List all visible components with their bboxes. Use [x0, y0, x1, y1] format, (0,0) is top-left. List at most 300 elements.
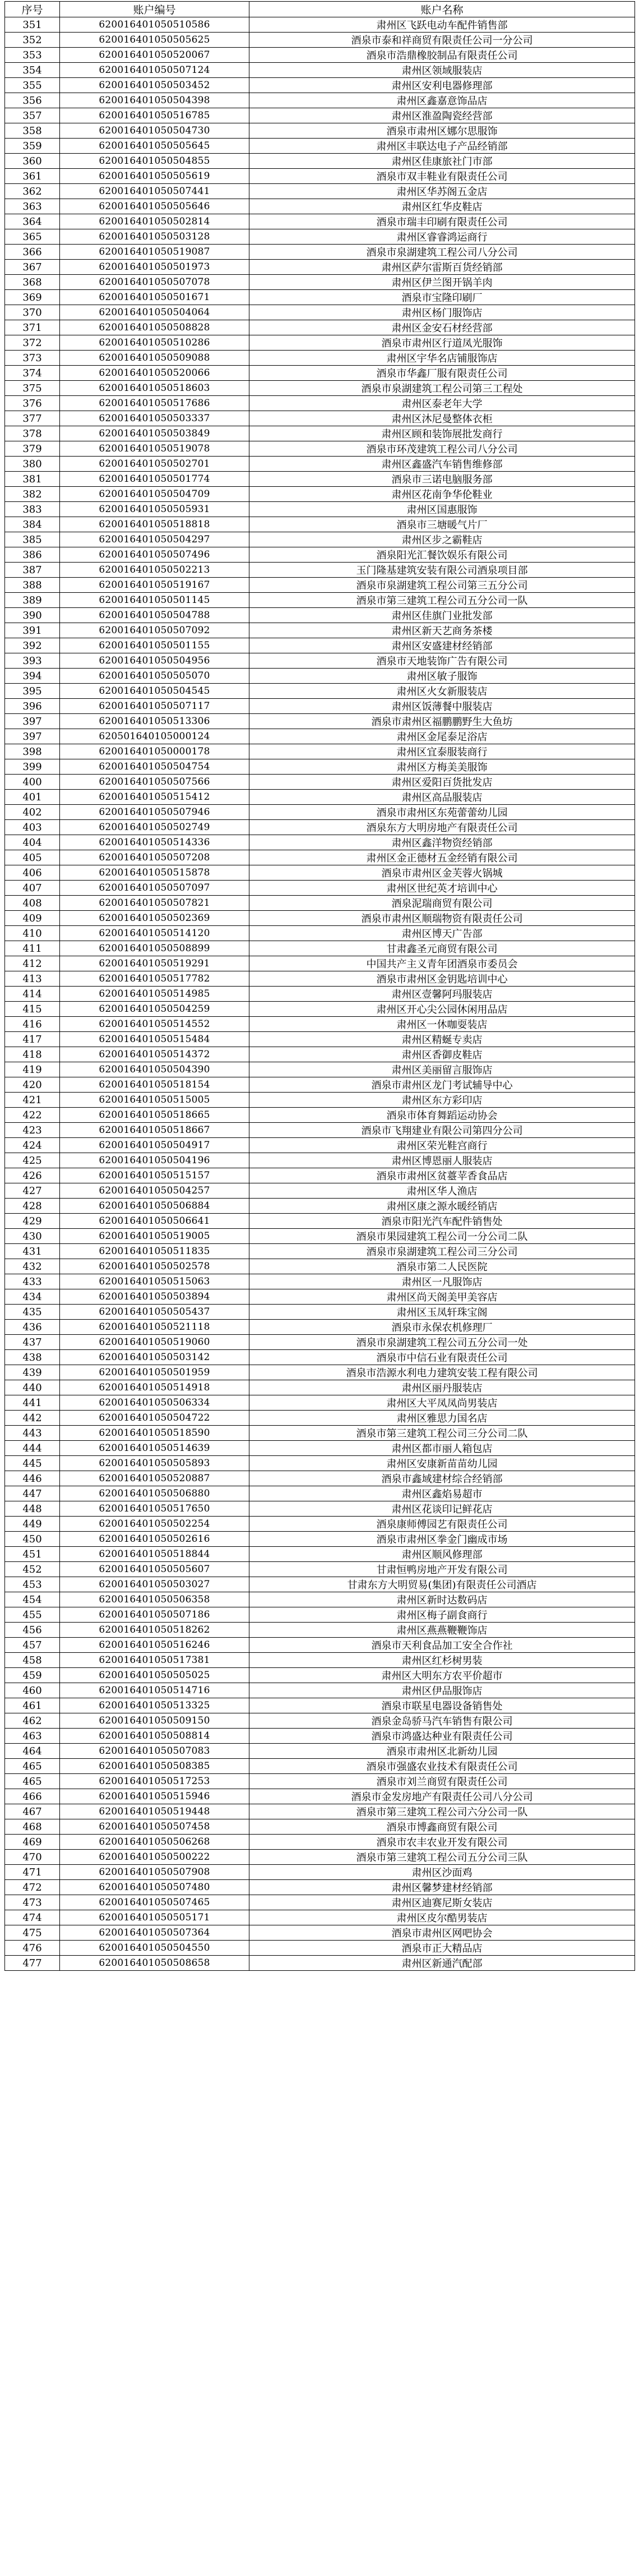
serial-cell: 361	[5, 169, 60, 184]
account-number-cell: 620016401050515157	[60, 1168, 249, 1183]
serial-cell: 362	[5, 184, 60, 199]
table-row	[5, 1835, 635, 1850]
account-name-cell: 酒泉市联星电器设备销售处	[249, 1698, 635, 1713]
table-row	[5, 971, 635, 987]
serial-cell: 375	[5, 381, 60, 396]
account-number-cell: 620016401050519078	[60, 441, 249, 457]
table-row	[5, 1214, 635, 1229]
serial-cell: 425	[5, 1153, 60, 1168]
serial-cell: 355	[5, 78, 60, 93]
account-number-cell: 620016401050505607	[60, 1562, 249, 1577]
table-row	[5, 865, 635, 881]
table-row	[5, 1895, 635, 1910]
account-name-cell: 肃州区壹馨阿玛服装店	[249, 987, 635, 1002]
account-name-cell: 肃州区步之霸鞋店	[249, 532, 635, 547]
account-number-cell: 620016401050502749	[60, 820, 249, 835]
accounts-table	[4, 1, 635, 1971]
serial-cell: 435	[5, 1305, 60, 1320]
serial-cell: 459	[5, 1668, 60, 1683]
table-row	[5, 1683, 635, 1698]
account-number-cell: 620016401050502254	[60, 1517, 249, 1532]
serial-cell: 369	[5, 290, 60, 305]
serial-cell: 456	[5, 1623, 60, 1638]
serial-cell: 382	[5, 487, 60, 502]
serial-cell: 372	[5, 335, 60, 351]
account-name-cell: 肃州区东方彩印店	[249, 1093, 635, 1108]
account-number-cell: 620016401050514120	[60, 926, 249, 941]
table-row	[5, 169, 635, 184]
account-name-cell: 甘肃鑫圣元商贸有限公司	[249, 941, 635, 956]
account-number-cell: 620016401050515005	[60, 1093, 249, 1108]
account-name-cell: 肃州区尚天阁美甲美容店	[249, 1289, 635, 1305]
table-row	[5, 911, 635, 926]
table-row	[5, 926, 635, 941]
account-number-cell: 620016401050506268	[60, 1835, 249, 1850]
account-name-cell: 肃州区伊品服饰店	[249, 1683, 635, 1698]
serial-cell: 395	[5, 684, 60, 699]
account-number-cell: 620016401050507465	[60, 1895, 249, 1910]
account-number-cell: 620016401050502369	[60, 911, 249, 926]
account-name-cell: 酒泉市泉湖建筑工程公司第三五分公司	[249, 578, 635, 593]
serial-cell: 399	[5, 759, 60, 775]
account-number-cell: 620016401050519167	[60, 578, 249, 593]
table-row	[5, 729, 635, 744]
account-number-cell: 620016401050000178	[60, 744, 249, 759]
serial-cell: 371	[5, 320, 60, 335]
account-number-cell: 620016401050506358	[60, 1592, 249, 1607]
serial-cell: 470	[5, 1850, 60, 1865]
account-number-cell: 620016401050504297	[60, 532, 249, 547]
table-row	[5, 214, 635, 229]
account-name-cell: 肃州区饭薄餐中服装店	[249, 699, 635, 714]
account-name-cell: 肃州区丽丹服装店	[249, 1380, 635, 1395]
serial-cell: 410	[5, 926, 60, 941]
table-row	[5, 941, 635, 956]
account-name-cell: 肃州区爱阳百货批发店	[249, 775, 635, 790]
account-name-cell: 酒泉市三诺电脑服务部	[249, 472, 635, 487]
account-name-cell: 酒泉市永保农机修理厂	[249, 1320, 635, 1335]
account-number-cell: 620016401050503849	[60, 426, 249, 441]
serial-cell: 429	[5, 1214, 60, 1229]
serial-cell: 443	[5, 1426, 60, 1441]
account-number-cell: 620016401050517650	[60, 1501, 249, 1517]
serial-cell: 465	[5, 1759, 60, 1774]
account-number-cell: 620016401050505893	[60, 1456, 249, 1471]
serial-cell: 393	[5, 653, 60, 669]
account-number-cell: 620016401050505437	[60, 1305, 249, 1320]
serial-cell: 370	[5, 305, 60, 320]
account-number-cell: 620016401050501671	[60, 290, 249, 305]
account-name-cell: 肃州区安康新苗苗幼儿园	[249, 1456, 635, 1471]
table-row	[5, 1017, 635, 1032]
account-number-cell: 620016401050504390	[60, 1062, 249, 1077]
table-row	[5, 320, 635, 335]
account-number-cell: 620016401050518665	[60, 1108, 249, 1123]
account-name-cell: 酒泉市华鑫厂服有限责任公司	[249, 366, 635, 381]
account-number-cell: 620016401050510286	[60, 335, 249, 351]
serial-cell: 390	[5, 608, 60, 623]
account-name-cell: 肃州区沙面鸡	[249, 1865, 635, 1880]
account-name-cell: 酒泉市双丰鞋业有限责任公司	[249, 169, 635, 184]
account-number-cell: 620016401050501155	[60, 638, 249, 653]
table-row	[5, 381, 635, 396]
account-number-cell: 620016401050507496	[60, 547, 249, 563]
serial-cell: 450	[5, 1532, 60, 1547]
account-number-cell: 620016401050516246	[60, 1638, 249, 1653]
account-number-cell: 620016401050507480	[60, 1880, 249, 1895]
account-number-cell: 620016401050515878	[60, 865, 249, 881]
account-name-cell: 肃州区佳旗门业批发部	[249, 608, 635, 623]
account-name-cell: 酒泉市鸿盛达种业有限责任公司	[249, 1729, 635, 1744]
account-name-cell: 肃州区佳康旅社门市部	[249, 154, 635, 169]
account-name-cell: 酒泉市宝隆印刷厂	[249, 290, 635, 305]
serial-cell: 453	[5, 1577, 60, 1592]
table-row	[5, 578, 635, 593]
table-row	[5, 896, 635, 911]
account-number-cell: 620016401050517782	[60, 971, 249, 987]
account-name-cell: 肃州区梅子副食商行	[249, 1607, 635, 1623]
account-number-cell: 620016401050515412	[60, 790, 249, 805]
account-name-cell: 甘肃恒鸭房地产开发有限公司	[249, 1562, 635, 1577]
table-row	[5, 775, 635, 790]
account-number-cell: 620016401050507458	[60, 1819, 249, 1835]
account-name-cell: 酒泉东方大明房地产有限责任公司	[249, 820, 635, 835]
table-row	[5, 1910, 635, 1925]
account-number-cell: 620016401050514918	[60, 1380, 249, 1395]
account-number-cell: 620016401050505070	[60, 669, 249, 684]
table-row	[5, 260, 635, 275]
serial-cell: 359	[5, 139, 60, 154]
table-row	[5, 1819, 635, 1835]
account-number-cell: 620016401050505646	[60, 199, 249, 214]
account-number-cell: 620016401050509088	[60, 351, 249, 366]
table-row	[5, 653, 635, 669]
table-row	[5, 1289, 635, 1305]
account-number-cell: 620016401050506884	[60, 1199, 249, 1214]
account-name-cell: 肃州区安利电器修理部	[249, 78, 635, 93]
table-row	[5, 139, 635, 154]
account-name-cell: 酒泉市第三建筑工程公司五分公司三队	[249, 1850, 635, 1865]
serial-cell: 426	[5, 1168, 60, 1183]
table-row	[5, 1456, 635, 1471]
serial-cell: 389	[5, 593, 60, 608]
account-number-cell: 620016401050504064	[60, 305, 249, 320]
serial-cell: 409	[5, 911, 60, 926]
account-name-cell: 肃州区鑫嘉意饰品店	[249, 93, 635, 108]
account-name-cell: 酒泉市正大精品店	[249, 1941, 635, 1956]
account-name-cell: 酒泉市泉湖建筑工程公司第三工程处	[249, 381, 635, 396]
account-number-cell: 620016401050517253	[60, 1774, 249, 1789]
account-number-cell: 620016401050521118	[60, 1320, 249, 1335]
table-row	[5, 1229, 635, 1244]
account-name-cell: 肃州区华人渔店	[249, 1183, 635, 1199]
serial-cell: 447	[5, 1486, 60, 1501]
account-name-cell: 肃州区新天艺商务茶楼	[249, 623, 635, 638]
account-name-cell: 酒泉市强盛农业技术有限责任公司	[249, 1759, 635, 1774]
account-number-cell: 620016401050520066	[60, 366, 249, 381]
table-row	[5, 366, 635, 381]
serial-cell: 423	[5, 1123, 60, 1138]
account-name-cell: 酒泉市肃州区金芙蓉火锅城	[249, 865, 635, 881]
serial-cell: 367	[5, 260, 60, 275]
account-number-cell: 620016401050504709	[60, 487, 249, 502]
serial-cell: 402	[5, 805, 60, 820]
serial-cell: 458	[5, 1653, 60, 1668]
account-name-cell: 肃州区一休咖耍装店	[249, 1017, 635, 1032]
account-name-cell: 肃州区华苏阁五金店	[249, 184, 635, 199]
serial-cell: 405	[5, 850, 60, 865]
account-name-cell: 肃州区飞跃电动车配件销售部	[249, 17, 635, 33]
account-name-cell: 肃州区大明东方农平价超市	[249, 1668, 635, 1683]
account-name-cell: 中国共产主义青年团酒泉市委员会	[249, 956, 635, 971]
account-number-cell: 620016401050507821	[60, 896, 249, 911]
account-name-cell: 肃州区领域服装店	[249, 63, 635, 78]
account-name-cell: 肃州区国惠服饰	[249, 502, 635, 517]
serial-cell: 460	[5, 1683, 60, 1698]
table-row	[5, 411, 635, 426]
account-name-cell: 酒泉市肃州区拳金门幽成市场	[249, 1532, 635, 1547]
account-name-cell: 肃州区顺风修理部	[249, 1547, 635, 1562]
account-number-cell: 620016401050504722	[60, 1411, 249, 1426]
table-row	[5, 532, 635, 547]
account-name-cell: 肃州区方梅美美服饰	[249, 759, 635, 775]
serial-cell: 471	[5, 1865, 60, 1880]
account-number-cell: 620016401050507078	[60, 275, 249, 290]
table-row	[5, 623, 635, 638]
account-number-cell: 620016401050505025	[60, 1668, 249, 1683]
serial-cell: 377	[5, 411, 60, 426]
serial-cell: 416	[5, 1017, 60, 1032]
serial-cell: 475	[5, 1925, 60, 1941]
serial-cell: 444	[5, 1441, 60, 1456]
header-account-name: 账户名称	[249, 2, 635, 17]
table-row	[5, 457, 635, 472]
account-name-cell: 肃州区都市丽人箱包店	[249, 1441, 635, 1456]
table-row	[5, 123, 635, 139]
table-row	[5, 547, 635, 563]
account-number-cell: 620016401050507441	[60, 184, 249, 199]
table-row	[5, 305, 635, 320]
account-number-cell: 620016401050507208	[60, 850, 249, 865]
account-name-cell: 酒泉市肃州区北新幼儿园	[249, 1744, 635, 1759]
account-number-cell: 620016401050511835	[60, 1244, 249, 1259]
account-name-cell: 酒泉市泉湖建筑工程公司五分公司一处	[249, 1335, 635, 1350]
account-name-cell: 肃州区敏子服饰	[249, 669, 635, 684]
serial-cell: 352	[5, 33, 60, 48]
table-row	[5, 184, 635, 199]
account-name-cell: 肃州区宜泰服装商行	[249, 744, 635, 759]
table-row	[5, 335, 635, 351]
account-name-cell: 肃州区大平凤凤尚男装店	[249, 1395, 635, 1411]
account-name-cell: 肃州区宇华名店铺服饰店	[249, 351, 635, 366]
account-name-cell: 肃州区康之源水暖经销店	[249, 1199, 635, 1214]
serial-cell: 454	[5, 1592, 60, 1607]
account-name-cell: 酒泉市泰和祥商贸有限责任公司一分公司	[249, 33, 635, 48]
account-name-cell: 酒泉市泉湖建筑工程公司八分公司	[249, 245, 635, 260]
table-row	[5, 1562, 635, 1577]
serial-cell: 439	[5, 1365, 60, 1380]
table-row	[5, 245, 635, 260]
serial-cell: 407	[5, 881, 60, 896]
serial-cell: 376	[5, 396, 60, 411]
serial-cell: 442	[5, 1411, 60, 1426]
serial-cell: 363	[5, 199, 60, 214]
serial-cell: 430	[5, 1229, 60, 1244]
account-name-cell: 肃州区金尾泰足浴店	[249, 729, 635, 744]
account-name-cell: 肃州区雅思力国名店	[249, 1411, 635, 1426]
account-number-cell: 620016401050504754	[60, 759, 249, 775]
serial-cell: 379	[5, 441, 60, 457]
serial-cell: 381	[5, 472, 60, 487]
table-row	[5, 1653, 635, 1668]
table-row	[5, 1880, 635, 1895]
account-name-cell: 酒泉市肃州区龙门考试辅导中心	[249, 1077, 635, 1093]
account-number-cell: 620016401050507566	[60, 775, 249, 790]
account-name-cell: 酒泉阳光汇餐饮娱乐有限公司	[249, 547, 635, 563]
account-name-cell: 酒泉市博鑫商贸有限公司	[249, 1819, 635, 1835]
table-row	[5, 684, 635, 699]
account-number-cell: 620016401050503337	[60, 411, 249, 426]
serial-cell: 464	[5, 1744, 60, 1759]
table-row	[5, 790, 635, 805]
table-row	[5, 1592, 635, 1607]
account-name-cell: 肃州区美丽留言服饰店	[249, 1062, 635, 1077]
account-number-cell: 620016401050505931	[60, 502, 249, 517]
table-row	[5, 1774, 635, 1789]
account-name-cell: 肃州区花南争华伦鞋业	[249, 487, 635, 502]
serial-cell: 436	[5, 1320, 60, 1335]
serial-cell: 476	[5, 1941, 60, 1956]
account-number-cell: 620016401050518590	[60, 1426, 249, 1441]
account-number-cell: 620016401050507364	[60, 1925, 249, 1941]
account-number-cell: 620016401050514372	[60, 1047, 249, 1062]
account-number-cell: 620016401050502578	[60, 1259, 249, 1274]
account-number-cell: 620016401050504550	[60, 1941, 249, 1956]
table-row	[5, 593, 635, 608]
account-name-cell: 肃州区香御皮鞋店	[249, 1047, 635, 1062]
table-row	[5, 1941, 635, 1956]
table-row	[5, 1047, 635, 1062]
account-name-cell: 酒泉市第二人民医院	[249, 1259, 635, 1274]
table-row	[5, 850, 635, 865]
table-row	[5, 396, 635, 411]
account-number-cell: 620016401050501145	[60, 593, 249, 608]
table-row	[5, 517, 635, 532]
table-row	[5, 1744, 635, 1759]
account-number-cell: 620016401050518262	[60, 1623, 249, 1638]
table-row	[5, 1395, 635, 1411]
account-name-cell: 肃州区开心尖公园休闲用品店	[249, 1002, 635, 1017]
table-row	[5, 426, 635, 441]
account-number-cell: 620016401050507946	[60, 805, 249, 820]
serial-cell: 386	[5, 547, 60, 563]
table-row	[5, 78, 635, 93]
account-name-cell: 肃州区红华皮鞋店	[249, 199, 635, 214]
account-name-cell: 酒泉市第三建筑工程公司五分公司一队	[249, 593, 635, 608]
account-number-cell: 620016401050514336	[60, 835, 249, 850]
serial-cell: 394	[5, 669, 60, 684]
account-number-cell: 620016401050504196	[60, 1153, 249, 1168]
account-name-cell: 酒泉市环茂建筑工程公司八分公司	[249, 441, 635, 457]
account-number-cell: 620016401050518667	[60, 1123, 249, 1138]
account-name-cell: 酒泉市天利食品加工安全合作社	[249, 1638, 635, 1653]
table-row	[5, 1501, 635, 1517]
account-name-cell: 肃州区博恩丽人服装店	[249, 1153, 635, 1168]
table-row	[5, 714, 635, 729]
table-row	[5, 351, 635, 366]
serial-cell: 427	[5, 1183, 60, 1199]
serial-cell: 420	[5, 1077, 60, 1093]
table-row	[5, 1713, 635, 1729]
serial-cell: 353	[5, 48, 60, 63]
table-row	[5, 290, 635, 305]
serial-cell: 401	[5, 790, 60, 805]
table-row	[5, 1183, 635, 1199]
serial-cell: 391	[5, 623, 60, 638]
serial-cell: 451	[5, 1547, 60, 1562]
account-number-cell: 620016401050518844	[60, 1547, 249, 1562]
account-number-cell: 620016401050504855	[60, 154, 249, 169]
account-name-cell: 肃州区火女新服装店	[249, 684, 635, 699]
account-name-cell: 肃州区淮盈陶瓷经营部	[249, 108, 635, 123]
account-name-cell: 肃州区杨门服饰店	[249, 305, 635, 320]
serial-cell: 466	[5, 1789, 60, 1804]
account-number-cell: 620016401050515063	[60, 1274, 249, 1289]
account-number-cell: 620016401050502701	[60, 457, 249, 472]
account-name-cell: 肃州区馨梦建材经销部	[249, 1880, 635, 1895]
table-row	[5, 441, 635, 457]
serial-cell: 366	[5, 245, 60, 260]
account-name-cell: 酒泉市肃州区行道凤光服饰	[249, 335, 635, 351]
serial-cell: 473	[5, 1895, 60, 1910]
account-name-cell: 酒泉市果园建筑工程公司一分公司二队	[249, 1229, 635, 1244]
serial-cell: 467	[5, 1804, 60, 1819]
account-number-cell: 620016401050502616	[60, 1532, 249, 1547]
table-row	[5, 669, 635, 684]
account-number-cell: 620016401050518818	[60, 517, 249, 532]
account-number-cell: 620016401050506641	[60, 1214, 249, 1229]
table-row	[5, 1168, 635, 1183]
account-number-cell: 620016401050515484	[60, 1032, 249, 1047]
serial-cell: 354	[5, 63, 60, 78]
table-row	[5, 1471, 635, 1486]
account-name-cell: 肃州区新通汽配部	[249, 1956, 635, 1971]
serial-cell: 465	[5, 1774, 60, 1789]
serial-cell: 364	[5, 214, 60, 229]
account-number-cell: 620016401050515946	[60, 1789, 249, 1804]
table-row	[5, 1320, 635, 1335]
serial-cell: 403	[5, 820, 60, 835]
account-number-cell: 620016401050507186	[60, 1607, 249, 1623]
serial-cell: 357	[5, 108, 60, 123]
table-row	[5, 1789, 635, 1804]
serial-cell: 457	[5, 1638, 60, 1653]
table-row	[5, 1925, 635, 1941]
account-name-cell: 酒泉泥瑞商贸有限公司	[249, 896, 635, 911]
serial-cell: 419	[5, 1062, 60, 1077]
account-number-cell: 620016401050502213	[60, 563, 249, 578]
account-number-cell: 620016401050507083	[60, 1744, 249, 1759]
account-name-cell: 酒泉市体育舞蹈运动协会	[249, 1108, 635, 1123]
table-row	[5, 1062, 635, 1077]
table-row	[5, 1138, 635, 1153]
table-row	[5, 1850, 635, 1865]
serial-cell: 431	[5, 1244, 60, 1259]
serial-cell: 365	[5, 229, 60, 245]
serial-cell: 378	[5, 426, 60, 441]
serial-cell: 440	[5, 1380, 60, 1395]
account-number-cell: 620501640105000124	[60, 729, 249, 744]
